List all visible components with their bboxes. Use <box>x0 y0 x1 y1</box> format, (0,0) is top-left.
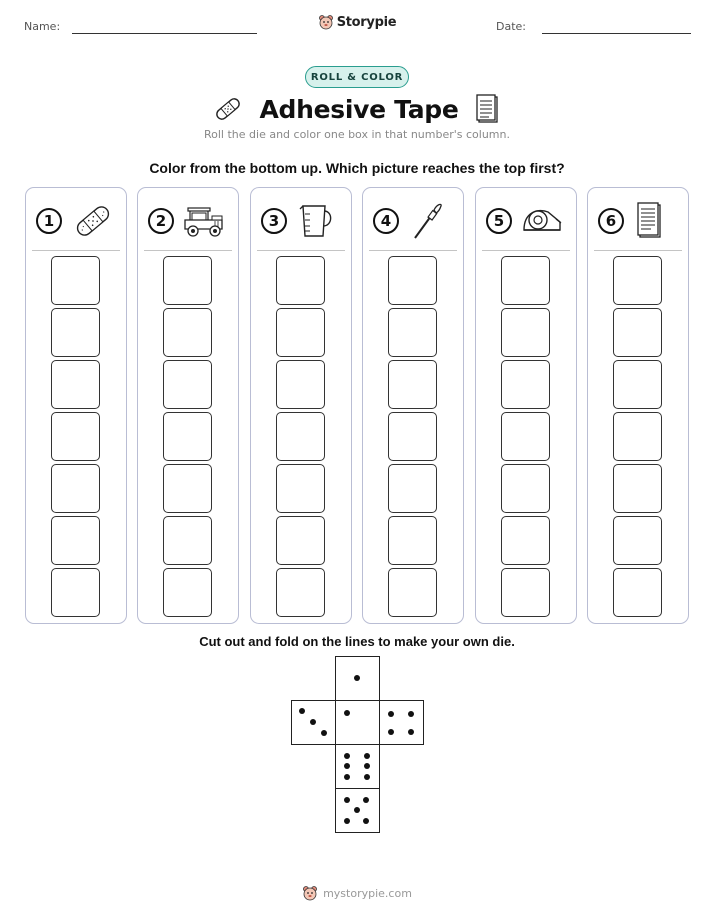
column-4 <box>362 187 464 624</box>
color-box[interactable] <box>51 516 100 565</box>
pip <box>364 774 370 780</box>
footer-url[interactable]: mystorypie.com <box>323 886 412 900</box>
color-box[interactable] <box>388 516 437 565</box>
measuring-cup-icon <box>295 202 341 240</box>
pip <box>344 753 350 759</box>
color-box[interactable] <box>276 256 325 305</box>
color-box[interactable] <box>51 464 100 513</box>
pip <box>388 711 394 717</box>
column-number: 1 <box>36 208 62 234</box>
color-box[interactable] <box>276 360 325 409</box>
die-face-3 <box>291 700 336 745</box>
color-box[interactable] <box>501 412 550 461</box>
page-title: Adhesive Tape <box>259 94 459 124</box>
color-box[interactable] <box>276 464 325 513</box>
brand-logo <box>0 14 714 30</box>
color-box[interactable] <box>163 568 212 617</box>
pip <box>408 729 414 735</box>
color-box[interactable] <box>163 360 212 409</box>
pip <box>354 675 360 681</box>
pip <box>344 774 350 780</box>
column-5 <box>475 187 577 624</box>
color-box[interactable] <box>613 464 662 513</box>
category-badge: ROLL & COLOR <box>305 66 409 88</box>
color-box[interactable] <box>613 308 662 357</box>
column-header <box>26 202 126 240</box>
column-1 <box>25 187 127 624</box>
jeep-icon <box>182 202 228 240</box>
color-box[interactable] <box>163 308 212 357</box>
color-box[interactable] <box>51 360 100 409</box>
date-line[interactable] <box>542 33 691 34</box>
color-box[interactable] <box>388 360 437 409</box>
column-header <box>363 202 463 240</box>
column-divider <box>594 250 682 251</box>
title-row <box>0 92 714 126</box>
bandage-icon <box>70 202 116 240</box>
color-box[interactable] <box>51 256 100 305</box>
color-box[interactable] <box>388 568 437 617</box>
color-box[interactable] <box>276 568 325 617</box>
column-divider <box>257 250 345 251</box>
date-label: Date: <box>496 20 526 33</box>
color-box[interactable] <box>501 568 550 617</box>
storypie-mascot-icon <box>302 885 318 901</box>
pip <box>344 763 350 769</box>
paintbrush-icon <box>407 202 453 240</box>
color-box[interactable] <box>276 308 325 357</box>
column-number: 2 <box>148 208 174 234</box>
color-box[interactable] <box>613 568 662 617</box>
color-box[interactable] <box>613 412 662 461</box>
color-box[interactable] <box>51 308 100 357</box>
color-box[interactable] <box>613 360 662 409</box>
pip <box>354 807 360 813</box>
color-box[interactable] <box>501 464 550 513</box>
color-box[interactable] <box>613 516 662 565</box>
color-box[interactable] <box>163 464 212 513</box>
color-box[interactable] <box>501 360 550 409</box>
color-box[interactable] <box>388 464 437 513</box>
column-divider <box>369 250 457 251</box>
column-divider <box>144 250 232 251</box>
notepad-icon <box>632 202 678 240</box>
color-box[interactable] <box>388 308 437 357</box>
column-header <box>251 202 351 240</box>
brand-name: Storypie <box>336 14 397 30</box>
color-box[interactable] <box>501 256 550 305</box>
bandage-icon <box>213 94 243 124</box>
color-box[interactable] <box>276 412 325 461</box>
color-box[interactable] <box>613 256 662 305</box>
color-box[interactable] <box>163 412 212 461</box>
column-divider <box>32 250 120 251</box>
color-box[interactable] <box>501 516 550 565</box>
die-face-4 <box>379 700 424 745</box>
pip <box>321 730 327 736</box>
column-6 <box>587 187 689 624</box>
die-face-5 <box>335 788 380 833</box>
pip <box>299 708 305 714</box>
pip <box>344 710 350 716</box>
color-box[interactable] <box>501 308 550 357</box>
color-box[interactable] <box>388 256 437 305</box>
column-2 <box>137 187 239 624</box>
column-header <box>476 202 576 240</box>
color-box[interactable] <box>51 412 100 461</box>
color-box[interactable] <box>163 256 212 305</box>
die-face-1 <box>335 656 380 701</box>
column-number: 4 <box>373 208 399 234</box>
column-divider <box>482 250 570 251</box>
die-face-6 <box>335 744 380 789</box>
name-label: Name: <box>24 20 61 33</box>
color-box[interactable] <box>51 568 100 617</box>
pip <box>344 797 350 803</box>
instruction-text: Color from the bottom up. Which picture reaches the top first? <box>149 160 565 176</box>
pip <box>310 719 316 725</box>
name-line[interactable] <box>72 33 257 34</box>
tape-dispenser-icon <box>520 202 566 240</box>
column-number: 5 <box>486 208 512 234</box>
cut-instruction: Cut out and fold on the lines to make your own die. <box>199 634 515 649</box>
color-box[interactable] <box>388 412 437 461</box>
footer <box>0 885 714 901</box>
color-box[interactable] <box>163 516 212 565</box>
column-number: 3 <box>261 208 287 234</box>
column-header <box>138 202 238 240</box>
pip <box>388 729 394 735</box>
column-3 <box>250 187 352 624</box>
column-number: 6 <box>598 208 624 234</box>
subtitle: Roll the die and color one box in that number's column. <box>204 128 510 141</box>
color-box[interactable] <box>276 516 325 565</box>
pip <box>344 818 350 824</box>
pip <box>363 818 369 824</box>
pip <box>363 797 369 803</box>
pip <box>364 763 370 769</box>
die-face-1 <box>335 700 380 745</box>
column-header <box>588 202 688 240</box>
pip <box>408 711 414 717</box>
pip <box>364 753 370 759</box>
notepad-icon <box>475 94 501 124</box>
storypie-mascot-icon <box>318 14 334 30</box>
